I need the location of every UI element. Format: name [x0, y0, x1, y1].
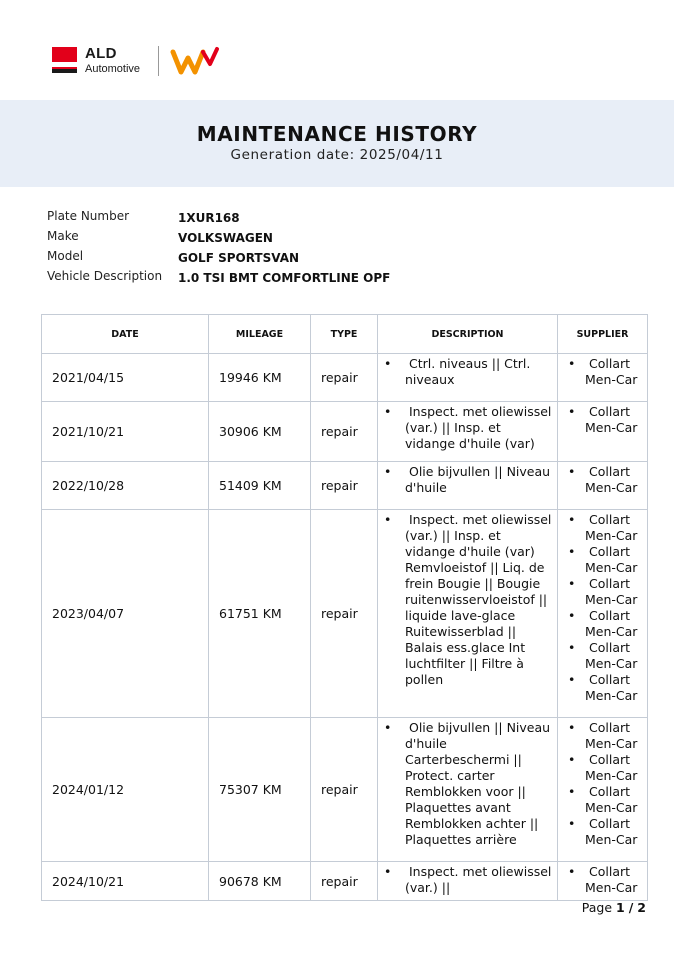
brand-subtitle: Automotive — [85, 63, 141, 75]
description-text: • Inspect. met oliewissel (var.) || — [405, 864, 552, 895]
row-mileage: 30906 KM — [209, 402, 311, 462]
supplier-item: • Collart Men-Car — [564, 544, 643, 576]
row-supplier — [558, 862, 648, 901]
row-mileage: 51409 KM — [209, 462, 311, 510]
table-row — [42, 402, 648, 462]
table-row — [42, 718, 648, 862]
page-current: 1 — [616, 900, 625, 915]
logo-divider — [158, 46, 159, 76]
make-value: VOLKSWAGEN — [178, 231, 273, 245]
row-type: repair — [311, 862, 378, 901]
supplier-item: • Collart Men-Car — [564, 404, 643, 436]
row-supplier — [558, 402, 648, 462]
row-description — [378, 354, 558, 402]
supplier-item: • Collart Men-Car — [564, 640, 643, 672]
generation-date: Generation date: 2025/04/11 — [230, 147, 444, 163]
table-row — [42, 462, 648, 510]
description-text: • Olie bijvullen || Niveau d'huile Carterbeschermi || Protect. carter Remblokken voor || Plaquettes avant Remblokken achter || Plaquettes arrière — [405, 720, 551, 847]
description-item — [384, 464, 553, 496]
table-row — [42, 510, 648, 718]
page-total: 2 — [637, 900, 646, 915]
ald-logo-icon — [52, 47, 77, 73]
vehicle-description-value: 1.0 TSI BMT COMFORTLINE OPF — [178, 271, 391, 285]
row-type: repair — [311, 402, 378, 462]
description-text: • Inspect. met oliewissel (var.) || Insp. et vidange d'huile (var) — [405, 404, 552, 451]
supplier-item: • Collart Men-Car — [564, 752, 643, 784]
row-date: 2024/10/21 — [42, 862, 209, 901]
row-supplier — [558, 354, 648, 402]
supplier-item: • Collart Men-Car — [564, 512, 643, 544]
row-type: repair — [311, 462, 378, 510]
row-supplier — [558, 462, 648, 510]
row-mileage: 19946 KM — [209, 354, 311, 402]
supplier-item: • Collart Men-Car — [564, 464, 643, 496]
supplier-item: • Collart Men-Car — [564, 864, 643, 896]
description-text: • Inspect. met oliewissel (var.) || Insp. et vidange d'huile (var) Remvloeistof || Liq. de frein Bougie || Bougie ruitenwisservloeistof || liquide lave-glace Ruitewisserblad || Balais ess.glace Int luchtfilter || Filtre à pollen — [405, 512, 552, 687]
description-item — [384, 404, 553, 452]
model-value: GOLF SPORTSVAN — [178, 251, 300, 265]
maintenance-table — [41, 314, 648, 901]
make-label: Make — [47, 229, 79, 243]
plate-number-label: Plate Number — [47, 209, 130, 223]
description-item — [384, 512, 553, 688]
column-header-supplier: SUPPLIER — [558, 315, 648, 354]
table-header-row — [42, 315, 648, 354]
row-mileage: 61751 KM — [209, 510, 311, 718]
supplier-item: • Collart Men-Car — [564, 720, 643, 752]
company-logo — [52, 44, 252, 80]
column-header-type: TYPE — [311, 315, 378, 354]
description-item — [384, 720, 553, 848]
page-separator: / — [628, 900, 634, 915]
page-indicator — [582, 900, 646, 915]
row-supplier — [558, 718, 648, 862]
row-supplier — [558, 510, 648, 718]
supplier-item: • Collart Men-Car — [564, 608, 643, 640]
row-date: 2023/04/07 — [42, 510, 209, 718]
row-description — [378, 462, 558, 510]
row-date: 2021/10/21 — [42, 402, 209, 462]
supplier-item: • Collart Men-Car — [564, 356, 643, 388]
table-row — [42, 354, 648, 402]
row-date: 2024/01/12 — [42, 718, 209, 862]
page-prefix: Page — [581, 900, 613, 915]
column-header-date: DATE — [42, 315, 209, 354]
supplier-item: • Collart Men-Car — [564, 784, 643, 816]
row-description — [378, 862, 558, 901]
row-date: 2022/10/28 — [42, 462, 209, 510]
page-title: MAINTENANCE HISTORY — [196, 122, 478, 146]
row-date: 2021/04/15 — [42, 354, 209, 402]
partner-logo-icon — [170, 46, 220, 76]
supplier-item: • Collart Men-Car — [564, 816, 643, 848]
row-description — [378, 718, 558, 862]
row-type: repair — [311, 718, 378, 862]
row-description — [378, 402, 558, 462]
supplier-item: • Collart Men-Car — [564, 672, 643, 704]
description-text: • Olie bijvullen || Niveau d'huile — [405, 464, 551, 495]
supplier-item: • Collart Men-Car — [564, 576, 643, 608]
row-mileage: 75307 KM — [209, 718, 311, 862]
description-item — [384, 864, 553, 896]
description-text: • Ctrl. niveaus || Ctrl. niveaux — [405, 356, 531, 387]
column-header-description: DESCRIPTION — [378, 315, 558, 354]
row-description — [378, 510, 558, 718]
plate-number-value: 1XUR168 — [178, 211, 240, 225]
table-row — [42, 862, 648, 901]
row-type: repair — [311, 510, 378, 718]
description-item — [384, 356, 553, 388]
vehicle-description-label: Vehicle Description — [47, 269, 163, 283]
model-label: Model — [47, 249, 84, 263]
row-mileage: 90678 KM — [209, 862, 311, 901]
brand-name: ALD — [85, 45, 117, 62]
column-header-mileage: MILEAGE — [209, 315, 311, 354]
row-type: repair — [311, 354, 378, 402]
